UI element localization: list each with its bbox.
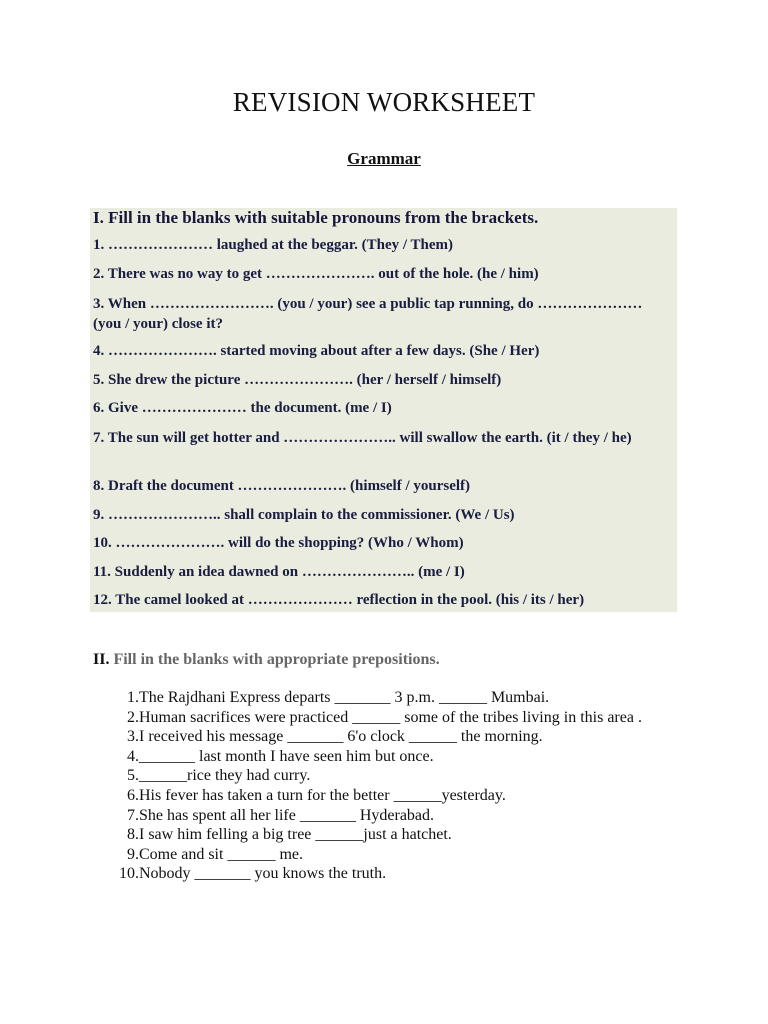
list-item-text: The Rajdhani Express departs _______ 3 p.m. ______ Mumbai. — [139, 689, 550, 706]
page-title: REVISION WORKSHEET — [232, 87, 536, 117]
section-pronouns — [90, 208, 677, 612]
list-item-number: 2. — [127, 708, 139, 726]
list-item — [112, 825, 692, 845]
list-item — [112, 747, 692, 767]
list-item-text: She has spent all her life _______ Hyderabad. — [139, 806, 435, 824]
list-item — [112, 727, 692, 747]
question-item: 7. The sun will get hotter and ………………….. will swallow the earth. (it / they / he) — [93, 430, 632, 446]
list-item — [112, 786, 692, 806]
list-item-number: 10. — [119, 865, 139, 883]
question-item: 9. ………………….. shall complain to the commissioner. (We / Us) — [93, 507, 515, 523]
list-item-number: 6. — [127, 786, 139, 804]
section-prepositions-instruction: Fill in the blanks with appropriate prepositions. — [113, 651, 440, 668]
list-item-text: Come and sit ______ me. — [139, 845, 303, 863]
question-item: 4. …………………. started moving about after a few days. (She / Her) — [93, 343, 540, 359]
page-subtitle: Grammar — [347, 149, 421, 168]
list-item — [112, 806, 692, 826]
question-item: 11. Suddenly an idea dawned on ………………….. (me / I) — [93, 564, 465, 580]
list-item — [112, 845, 692, 865]
question-item: 5. She drew the picture …………………. (her / herself / himself) — [93, 372, 502, 388]
list-item-number: 9. — [127, 845, 139, 863]
list-item-number: 8. — [127, 826, 139, 844]
question-item: 12. The camel looked at ………………… reflection in the pool. (his / its / her) — [93, 592, 585, 608]
list-item-text: Human sacrifices were practiced ______ some of the tribes living in this area . — [139, 708, 642, 726]
list-item-number: 5. — [127, 767, 139, 785]
list-item-text: His fever has taken a turn for the better ______yesterday. — [139, 786, 506, 804]
section-pronouns-heading: I. Fill in the blanks with suitable pronouns from the brackets. — [93, 208, 539, 227]
question-item: 1. ………………… laughed at the beggar. (They / Them) — [93, 237, 454, 253]
list-item-number: 1. — [127, 689, 139, 706]
section-prepositions-heading — [93, 651, 440, 669]
question-item: 2. There was no way to get …………………. out of the hole. (he / him) — [93, 266, 539, 282]
list-item-text: I saw him felling a big tree ______just a hatchet. — [139, 826, 452, 844]
list-item — [112, 688, 692, 708]
list-item-text: I received his message _______ 6'o clock ______ the morning. — [139, 728, 543, 746]
question-item: 8. Draft the document …………………. (himself / yourself) — [93, 478, 471, 494]
list-item-text: Nobody _______ you knows the truth. — [139, 865, 387, 883]
prepositions-list — [112, 688, 692, 884]
list-item-number: 4. — [127, 747, 139, 765]
list-item — [112, 864, 692, 884]
list-item — [112, 766, 692, 786]
list-item — [112, 708, 692, 728]
question-item: 3. When ……………………. (you / your) see a public tap running, do ………………… (you / your) close it? — [93, 296, 643, 332]
list-item-text: ______rice they had curry. — [139, 767, 311, 785]
question-item: 6. Give ………………… the document. (me / I) — [93, 400, 392, 416]
question-item: 10. …………………. will do the shopping? (Who / Whom) — [93, 535, 464, 551]
list-item-number: 3. — [127, 728, 139, 746]
list-item-number: 7. — [127, 806, 139, 824]
list-item-text: _______ last month I have seen him but once. — [139, 747, 434, 765]
section-numeral: II. — [93, 651, 110, 668]
